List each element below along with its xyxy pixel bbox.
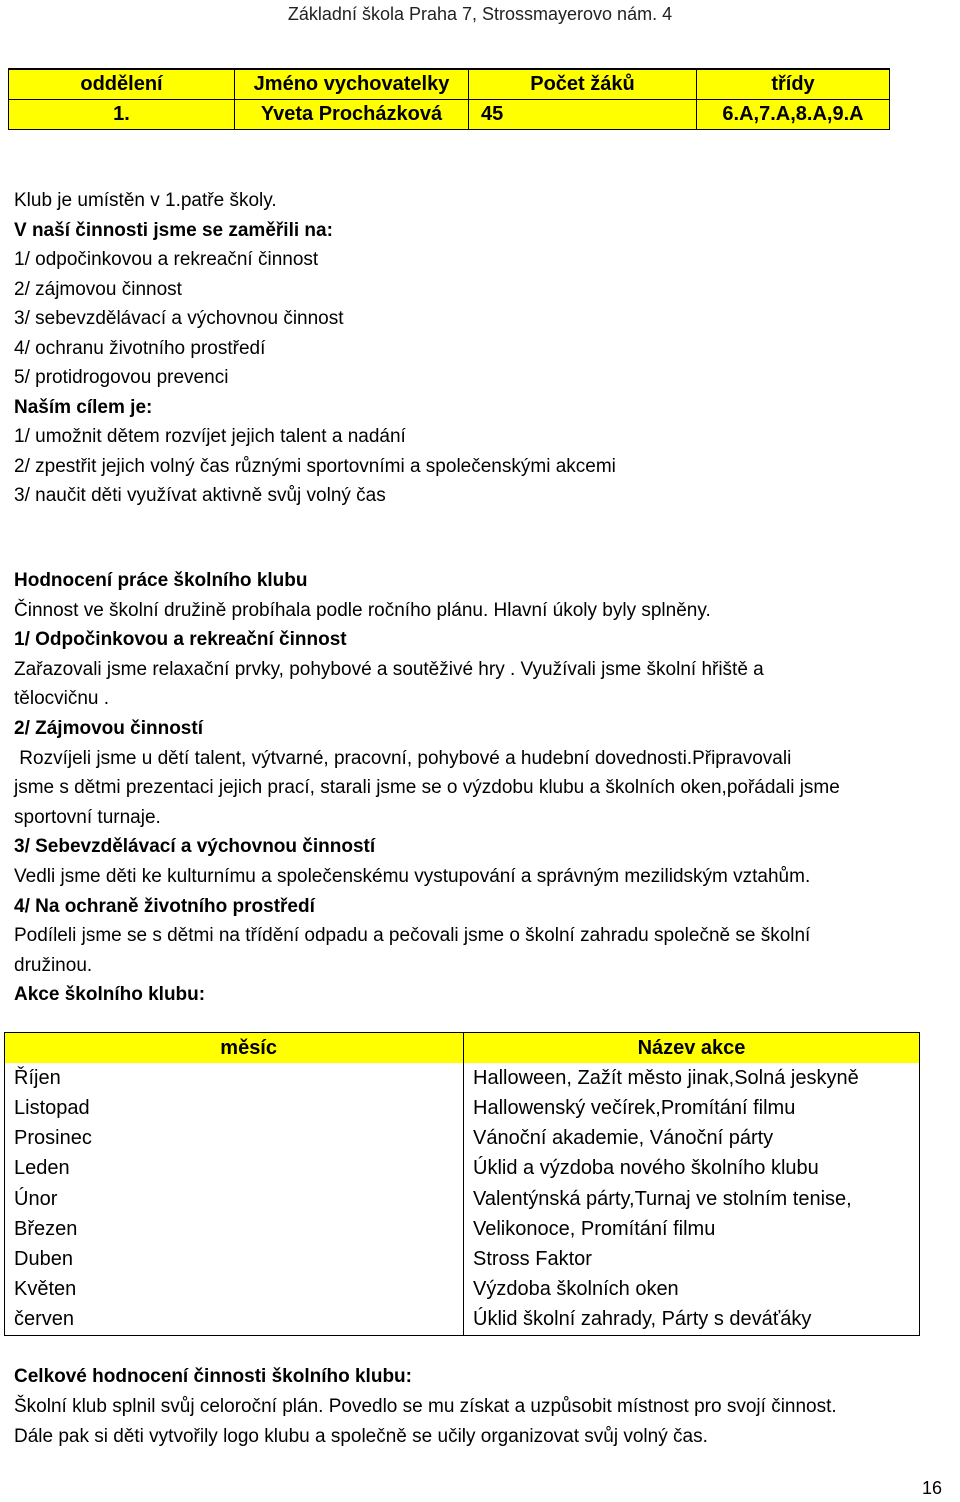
event-name: Výzdoba školních oken xyxy=(464,1275,920,1305)
focus-item: 4/ ochranu životního prostředí xyxy=(14,337,266,359)
events-table-row xyxy=(5,1244,920,1274)
event-name: Halloween, Zažít město jinak,Solná jeskyně xyxy=(464,1063,920,1093)
focus-item: 1/ odpočinkovou a rekreační činnost xyxy=(14,249,319,270)
focus-item: 2/ zájmovou činnost xyxy=(14,278,182,300)
section-line: Rozvíjeli jsme u dětí talent, výtvarné, pracovní, pohybové a hudební dovednosti.Připravovali xyxy=(14,747,792,769)
events-table-row xyxy=(5,1093,920,1123)
evaluation-summary: Činnost ve školní družině probíhala podle ročního plánu. Hlavní úkoly byly splněny. xyxy=(14,599,711,621)
goal-item: 2/ zpestřit jejich volný čas různými sportovními a společenskými akcemi xyxy=(14,455,616,477)
final-line: Dále pak si děti vytvořily logo klubu a společně se učily organizovat svůj volný čas. xyxy=(14,1425,708,1447)
event-month: Březen xyxy=(5,1214,464,1244)
event-month: Listopad xyxy=(5,1093,464,1123)
event-month: Únor xyxy=(5,1184,464,1214)
section-line: družinou. xyxy=(14,954,93,976)
goal-item: 3/ naučit děti využívat aktivně svůj volný čas xyxy=(14,485,386,506)
location-text: Klub je umístěn v 1.patře školy. xyxy=(14,190,277,211)
section-line: Podíleli jsme se s dětmi na třídění odpadu a pečovali jsme o školní zahradu společně se školní xyxy=(14,925,811,947)
staff-cell-name: Yveta Procházková xyxy=(235,100,469,130)
events-table-row xyxy=(5,1124,920,1154)
section-line: tělocvičnu . xyxy=(14,688,110,710)
staff-header-name: Jméno vychovatelky xyxy=(235,69,469,100)
event-name: Vánoční akademie, Vánoční párty xyxy=(464,1124,920,1154)
final-line: Školní klub splnil svůj celoroční plán. Povedlo se mu získat a uzpůsobit místnost pro svojí činnost. xyxy=(14,1395,837,1417)
page-header: Základní škola Praha 7, Strossmayerovo nám. 4 xyxy=(287,4,673,24)
section-line: sportovní turnaje. xyxy=(14,806,161,828)
events-heading: Akce školního klubu: xyxy=(14,984,206,1006)
events-header-name: Název akce xyxy=(464,1033,920,1064)
event-name: Velikonoce, Promítání filmu xyxy=(464,1214,920,1244)
final-summary-section xyxy=(14,1362,954,1451)
event-name: Úklid školní zahrady, Párty s deváťáky xyxy=(464,1305,920,1336)
event-name: Stross Faktor xyxy=(464,1244,920,1274)
events-table-row xyxy=(5,1184,920,1214)
events-table-row xyxy=(5,1063,920,1093)
staff-cell-department: 1. xyxy=(9,100,235,130)
goal-item: 1/ umožnit dětem rozvíjet jejich talent a nadání xyxy=(14,426,406,447)
final-heading: Celkové hodnocení činnosti školního klubu: xyxy=(14,1366,412,1387)
evaluation-heading: Hodnocení práce školního klubu xyxy=(14,570,308,591)
staff-cell-count: 45 xyxy=(469,100,697,130)
events-table-row xyxy=(5,1214,920,1244)
staff-header-classes: třídy xyxy=(697,69,890,100)
event-month: Květen xyxy=(5,1275,464,1305)
focus-heading: V naší činnosti jsme se zaměřili na: xyxy=(14,219,333,241)
staff-table xyxy=(8,68,890,130)
event-name: Úklid a výzdoba nového školního klubu xyxy=(464,1154,920,1184)
focus-item: 3/ sebevzdělávací a výchovnou činnost xyxy=(14,308,344,329)
intro-section xyxy=(14,186,954,511)
events-header-month: měsíc xyxy=(5,1033,464,1064)
section-line: Zařazovali jsme relaxační prvky, pohybové a soutěživé hry . Využívali jsme školní hřiště a xyxy=(14,658,764,680)
event-month: Prosinec xyxy=(5,1124,464,1154)
events-table-row xyxy=(5,1275,920,1305)
events-table-header-row xyxy=(5,1033,920,1064)
staff-table-header-row xyxy=(9,69,890,100)
section-line: jsme s dětmi prezentaci jejich prací, starali jsme se o výzdobu klubu a školních oken,pořádali jsme xyxy=(14,777,840,799)
events-table-row xyxy=(5,1154,920,1184)
section-title: 4/ Na ochraně životního prostředí xyxy=(14,895,315,917)
section-line: Vedli jsme děti ke kulturnímu a společenskému vystupování a správným mezilidským vztahům. xyxy=(14,865,811,887)
staff-header-count: Počet žáků xyxy=(469,69,697,100)
event-month: červen xyxy=(5,1305,464,1336)
event-month: Duben xyxy=(5,1244,464,1274)
event-name: Hallowenský večírek,Promítání filmu xyxy=(464,1093,920,1123)
event-month: Říjen xyxy=(5,1063,464,1093)
events-table xyxy=(4,1032,920,1336)
staff-table-row xyxy=(9,100,890,130)
section-title: 3/ Sebevzdělávací a výchovnou činností xyxy=(14,836,376,858)
staff-cell-classes: 6.A,7.A,8.A,9.A xyxy=(697,100,890,130)
evaluation-section xyxy=(14,566,954,1010)
page-number: 16 xyxy=(921,1478,942,1498)
section-title: 2/ Zájmovou činností xyxy=(14,717,203,739)
event-name: Valentýnská párty,Turnaj ve stolním tenise, xyxy=(464,1184,920,1214)
goal-heading: Naším cílem je: xyxy=(14,396,153,418)
events-table-row xyxy=(5,1305,920,1336)
event-month: Leden xyxy=(5,1154,464,1184)
section-title: 1/ Odpočinkovou a rekreační činnost xyxy=(14,629,347,651)
focus-item: 5/ protidrogovou prevenci xyxy=(14,367,229,388)
staff-header-department: oddělení xyxy=(9,69,235,100)
